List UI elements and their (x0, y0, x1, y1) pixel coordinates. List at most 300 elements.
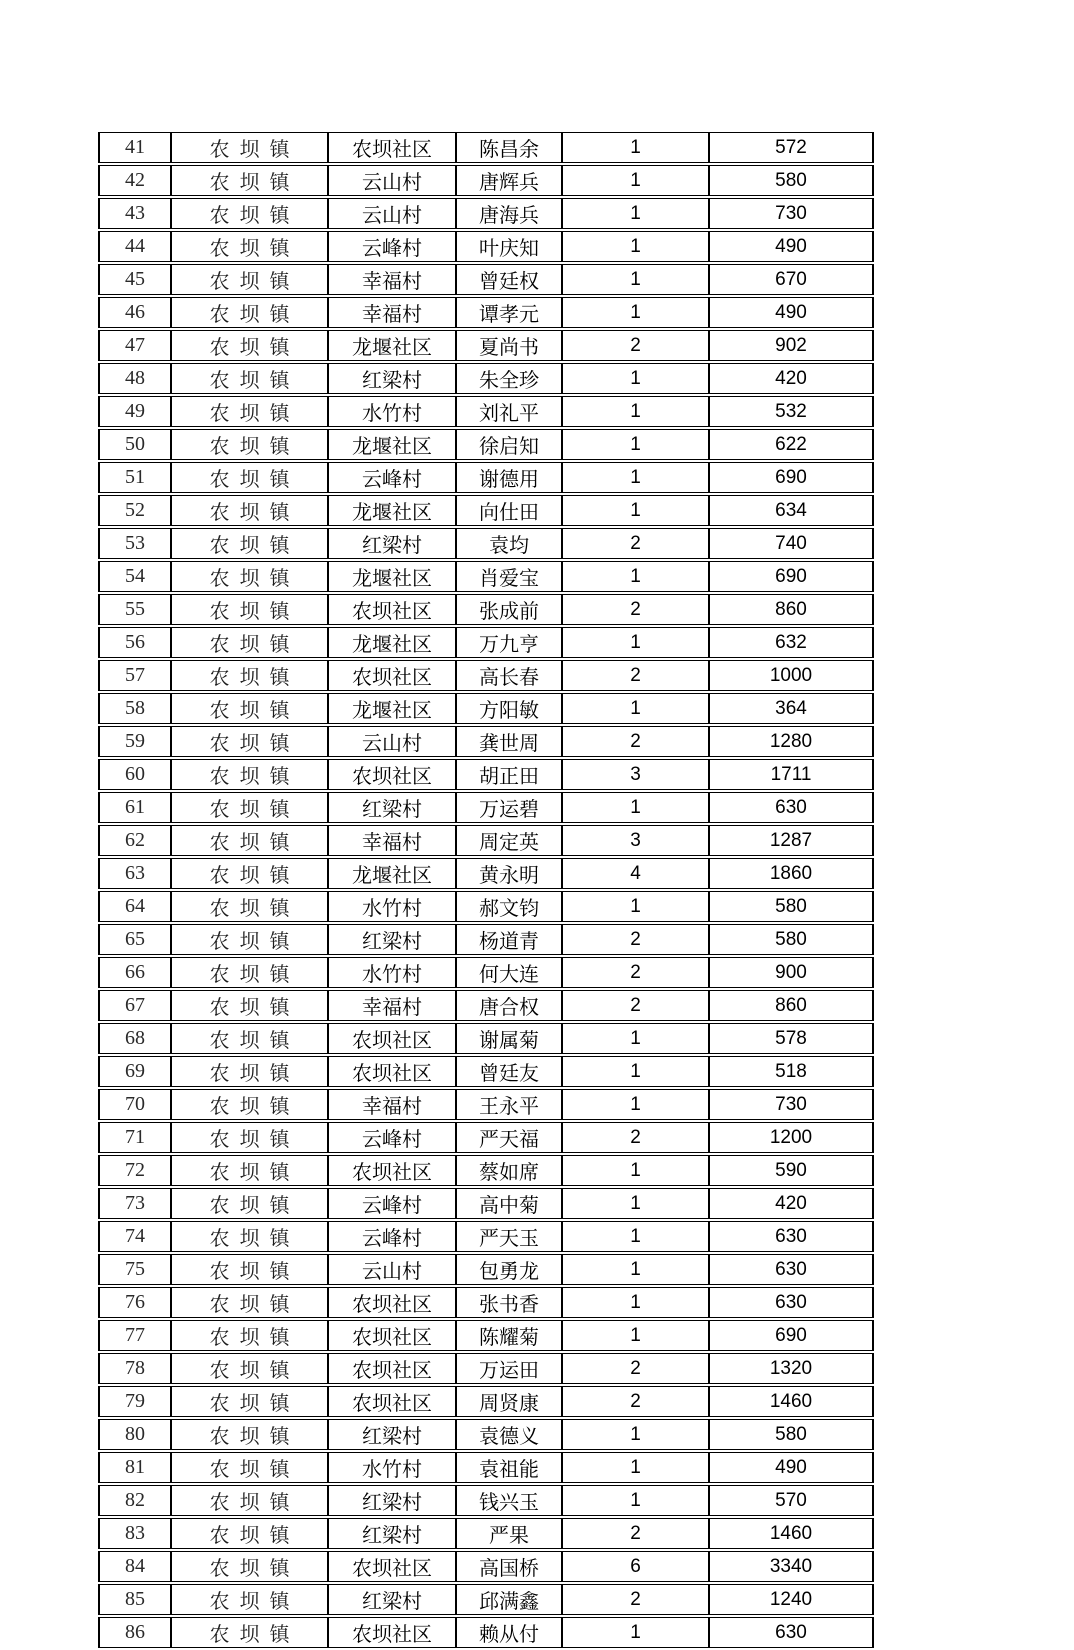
count-cell: 1 (563, 1617, 710, 1648)
count-cell: 2 (563, 1353, 710, 1384)
row-number-cell: 66 (98, 957, 172, 988)
person-name-cell: 朱全珍 (457, 363, 563, 394)
row-number-cell: 73 (98, 1188, 172, 1219)
person-name-cell: 徐启知 (457, 429, 563, 460)
row-number-cell: 64 (98, 891, 172, 922)
village-cell: 农坝社区 (329, 1353, 457, 1384)
town-cell: 农坝镇 (172, 132, 329, 163)
village-cell: 红梁村 (329, 363, 457, 394)
row-number-cell: 59 (98, 726, 172, 757)
village-cell: 红梁村 (329, 924, 457, 955)
amount-cell: 580 (710, 924, 874, 955)
village-cell: 幸福村 (329, 1089, 457, 1120)
count-cell: 1 (563, 429, 710, 460)
town-cell: 农坝镇 (172, 1551, 329, 1582)
count-cell: 2 (563, 1386, 710, 1417)
town-cell: 农坝镇 (172, 660, 329, 691)
row-number-cell: 77 (98, 1320, 172, 1351)
table-row (98, 396, 874, 427)
village-cell: 龙堰社区 (329, 330, 457, 361)
table-row (98, 990, 874, 1021)
table-row (98, 1023, 874, 1054)
village-cell: 云峰村 (329, 1188, 457, 1219)
person-name-cell: 高长春 (457, 660, 563, 691)
table-row (98, 264, 874, 295)
count-cell: 1 (563, 1221, 710, 1252)
village-cell: 龙堰社区 (329, 561, 457, 592)
table-row (98, 297, 874, 328)
row-number-cell: 67 (98, 990, 172, 1021)
records-table-body (98, 132, 874, 1648)
village-cell: 龙堰社区 (329, 627, 457, 658)
town-cell: 农坝镇 (172, 1122, 329, 1153)
town-cell: 农坝镇 (172, 1023, 329, 1054)
person-name-cell: 叶庆知 (457, 231, 563, 262)
row-number-cell: 76 (98, 1287, 172, 1318)
table-row (98, 759, 874, 790)
village-cell: 农坝社区 (329, 594, 457, 625)
table-row (98, 924, 874, 955)
row-number-cell: 75 (98, 1254, 172, 1285)
count-cell: 1 (563, 165, 710, 196)
town-cell: 农坝镇 (172, 1584, 329, 1615)
amount-cell: 860 (710, 594, 874, 625)
table-row (98, 660, 874, 691)
village-cell: 水竹村 (329, 957, 457, 988)
person-name-cell: 万运碧 (457, 792, 563, 823)
person-name-cell: 杨道青 (457, 924, 563, 955)
person-name-cell: 曾廷权 (457, 264, 563, 295)
town-cell: 农坝镇 (172, 231, 329, 262)
town-cell: 农坝镇 (172, 726, 329, 757)
count-cell: 1 (563, 1188, 710, 1219)
amount-cell: 1200 (710, 1122, 874, 1153)
count-cell: 2 (563, 528, 710, 559)
table-row (98, 1287, 874, 1318)
amount-cell: 420 (710, 1188, 874, 1219)
town-cell: 农坝镇 (172, 1221, 329, 1252)
village-cell: 龙堰社区 (329, 429, 457, 460)
count-cell: 1 (563, 1089, 710, 1120)
count-cell: 1 (563, 1287, 710, 1318)
count-cell: 2 (563, 957, 710, 988)
amount-cell: 630 (710, 1221, 874, 1252)
table-row (98, 231, 874, 262)
town-cell: 农坝镇 (172, 891, 329, 922)
village-cell: 幸福村 (329, 990, 457, 1021)
amount-cell: 490 (710, 1452, 874, 1483)
person-name-cell: 曾廷友 (457, 1056, 563, 1087)
village-cell: 农坝社区 (329, 1320, 457, 1351)
person-name-cell: 袁均 (457, 528, 563, 559)
town-cell: 农坝镇 (172, 363, 329, 394)
village-cell: 农坝社区 (329, 1386, 457, 1417)
person-name-cell: 谢属菊 (457, 1023, 563, 1054)
town-cell: 农坝镇 (172, 495, 329, 526)
person-name-cell: 赖从付 (457, 1617, 563, 1648)
village-cell: 水竹村 (329, 396, 457, 427)
town-cell: 农坝镇 (172, 330, 329, 361)
village-cell: 云峰村 (329, 231, 457, 262)
row-number-cell: 86 (98, 1617, 172, 1648)
town-cell: 农坝镇 (172, 627, 329, 658)
amount-cell: 1280 (710, 726, 874, 757)
amount-cell: 490 (710, 297, 874, 328)
table-row (98, 825, 874, 856)
town-cell: 农坝镇 (172, 1485, 329, 1516)
table-row (98, 561, 874, 592)
row-number-cell: 65 (98, 924, 172, 955)
count-cell: 1 (563, 297, 710, 328)
count-cell: 1 (563, 132, 710, 163)
village-cell: 农坝社区 (329, 1617, 457, 1648)
count-cell: 2 (563, 726, 710, 757)
town-cell: 农坝镇 (172, 957, 329, 988)
village-cell: 红梁村 (329, 1419, 457, 1450)
amount-cell: 580 (710, 891, 874, 922)
amount-cell: 634 (710, 495, 874, 526)
town-cell: 农坝镇 (172, 462, 329, 493)
town-cell: 农坝镇 (172, 1155, 329, 1186)
village-cell: 红梁村 (329, 1485, 457, 1516)
town-cell: 农坝镇 (172, 594, 329, 625)
amount-cell: 632 (710, 627, 874, 658)
town-cell: 农坝镇 (172, 792, 329, 823)
count-cell: 1 (563, 1320, 710, 1351)
amount-cell: 532 (710, 396, 874, 427)
table-row (98, 858, 874, 889)
village-cell: 幸福村 (329, 297, 457, 328)
village-cell: 水竹村 (329, 891, 457, 922)
town-cell: 农坝镇 (172, 924, 329, 955)
person-name-cell: 严天福 (457, 1122, 563, 1153)
count-cell: 2 (563, 660, 710, 691)
amount-cell: 1240 (710, 1584, 874, 1615)
person-name-cell: 周定英 (457, 825, 563, 856)
village-cell: 农坝社区 (329, 1551, 457, 1582)
village-cell: 云山村 (329, 165, 457, 196)
village-cell: 农坝社区 (329, 759, 457, 790)
person-name-cell: 严果 (457, 1518, 563, 1549)
table-row (98, 1320, 874, 1351)
row-number-cell: 60 (98, 759, 172, 790)
count-cell: 1 (563, 1155, 710, 1186)
table-row (98, 1122, 874, 1153)
amount-cell: 860 (710, 990, 874, 1021)
person-name-cell: 蔡如席 (457, 1155, 563, 1186)
person-name-cell: 肖爱宝 (457, 561, 563, 592)
town-cell: 农坝镇 (172, 1419, 329, 1450)
village-cell: 红梁村 (329, 528, 457, 559)
amount-cell: 690 (710, 561, 874, 592)
row-number-cell: 83 (98, 1518, 172, 1549)
count-cell: 1 (563, 1419, 710, 1450)
person-name-cell: 刘礼平 (457, 396, 563, 427)
town-cell: 农坝镇 (172, 561, 329, 592)
count-cell: 1 (563, 231, 710, 262)
table-row (98, 429, 874, 460)
count-cell: 1 (563, 198, 710, 229)
village-cell: 红梁村 (329, 792, 457, 823)
count-cell: 1 (563, 1056, 710, 1087)
town-cell: 农坝镇 (172, 858, 329, 889)
town-cell: 农坝镇 (172, 1188, 329, 1219)
amount-cell: 1860 (710, 858, 874, 889)
amount-cell: 490 (710, 231, 874, 262)
person-name-cell: 胡正田 (457, 759, 563, 790)
village-cell: 幸福村 (329, 825, 457, 856)
person-name-cell: 钱兴玉 (457, 1485, 563, 1516)
row-number-cell: 51 (98, 462, 172, 493)
village-cell: 云峰村 (329, 1122, 457, 1153)
town-cell: 农坝镇 (172, 693, 329, 724)
row-number-cell: 49 (98, 396, 172, 427)
table-row (98, 726, 874, 757)
amount-cell: 1460 (710, 1386, 874, 1417)
town-cell: 农坝镇 (172, 1452, 329, 1483)
town-cell: 农坝镇 (172, 1254, 329, 1285)
row-number-cell: 42 (98, 165, 172, 196)
count-cell: 1 (563, 693, 710, 724)
table-row (98, 1386, 874, 1417)
village-cell: 水竹村 (329, 1452, 457, 1483)
count-cell: 6 (563, 1551, 710, 1582)
amount-cell: 902 (710, 330, 874, 361)
row-number-cell: 62 (98, 825, 172, 856)
village-cell: 红梁村 (329, 1518, 457, 1549)
amount-cell: 740 (710, 528, 874, 559)
table-row (98, 1551, 874, 1582)
amount-cell: 1320 (710, 1353, 874, 1384)
table-row (98, 198, 874, 229)
count-cell: 1 (563, 561, 710, 592)
table-row (98, 627, 874, 658)
row-number-cell: 53 (98, 528, 172, 559)
table-row (98, 132, 874, 163)
town-cell: 农坝镇 (172, 990, 329, 1021)
town-cell: 农坝镇 (172, 264, 329, 295)
town-cell: 农坝镇 (172, 297, 329, 328)
person-name-cell: 周贤康 (457, 1386, 563, 1417)
amount-cell: 1287 (710, 825, 874, 856)
row-number-cell: 57 (98, 660, 172, 691)
amount-cell: 572 (710, 132, 874, 163)
amount-cell: 1000 (710, 660, 874, 691)
count-cell: 1 (563, 627, 710, 658)
row-number-cell: 61 (98, 792, 172, 823)
count-cell: 2 (563, 1518, 710, 1549)
row-number-cell: 56 (98, 627, 172, 658)
row-number-cell: 85 (98, 1584, 172, 1615)
town-cell: 农坝镇 (172, 1386, 329, 1417)
count-cell: 2 (563, 1122, 710, 1153)
count-cell: 2 (563, 330, 710, 361)
person-name-cell: 包勇龙 (457, 1254, 563, 1285)
table-row (98, 1221, 874, 1252)
count-cell: 1 (563, 1254, 710, 1285)
town-cell: 农坝镇 (172, 1287, 329, 1318)
row-number-cell: 72 (98, 1155, 172, 1186)
amount-cell: 630 (710, 1617, 874, 1648)
table-row (98, 1452, 874, 1483)
person-name-cell: 陈耀菊 (457, 1320, 563, 1351)
count-cell: 1 (563, 1023, 710, 1054)
person-name-cell: 陈昌余 (457, 132, 563, 163)
count-cell: 1 (563, 1485, 710, 1516)
amount-cell: 690 (710, 1320, 874, 1351)
amount-cell: 364 (710, 693, 874, 724)
amount-cell: 420 (710, 363, 874, 394)
amount-cell: 690 (710, 462, 874, 493)
town-cell: 农坝镇 (172, 396, 329, 427)
person-name-cell: 万九亨 (457, 627, 563, 658)
town-cell: 农坝镇 (172, 1353, 329, 1384)
row-number-cell: 54 (98, 561, 172, 592)
count-cell: 1 (563, 264, 710, 295)
town-cell: 农坝镇 (172, 1320, 329, 1351)
count-cell: 2 (563, 1584, 710, 1615)
count-cell: 1 (563, 891, 710, 922)
row-number-cell: 48 (98, 363, 172, 394)
table-row (98, 1584, 874, 1615)
person-name-cell: 袁德义 (457, 1419, 563, 1450)
village-cell: 农坝社区 (329, 660, 457, 691)
village-cell: 龙堰社区 (329, 693, 457, 724)
count-cell: 1 (563, 1452, 710, 1483)
table-row (98, 528, 874, 559)
amount-cell: 1460 (710, 1518, 874, 1549)
amount-cell: 570 (710, 1485, 874, 1516)
person-name-cell: 万运田 (457, 1353, 563, 1384)
row-number-cell: 46 (98, 297, 172, 328)
person-name-cell: 邱满鑫 (457, 1584, 563, 1615)
row-number-cell: 78 (98, 1353, 172, 1384)
count-cell: 1 (563, 462, 710, 493)
row-number-cell: 63 (98, 858, 172, 889)
person-name-cell: 唐海兵 (457, 198, 563, 229)
person-name-cell: 唐合权 (457, 990, 563, 1021)
village-cell: 农坝社区 (329, 1155, 457, 1186)
amount-cell: 630 (710, 1287, 874, 1318)
row-number-cell: 79 (98, 1386, 172, 1417)
person-name-cell: 龚世周 (457, 726, 563, 757)
person-name-cell: 夏尚书 (457, 330, 563, 361)
count-cell: 1 (563, 792, 710, 823)
town-cell: 农坝镇 (172, 825, 329, 856)
row-number-cell: 43 (98, 198, 172, 229)
count-cell: 2 (563, 990, 710, 1021)
amount-cell: 1711 (710, 759, 874, 790)
row-number-cell: 69 (98, 1056, 172, 1087)
table-row (98, 1617, 874, 1648)
table-row (98, 363, 874, 394)
person-name-cell: 向仕田 (457, 495, 563, 526)
person-name-cell: 方阳敏 (457, 693, 563, 724)
village-cell: 云峰村 (329, 1221, 457, 1252)
table-row (98, 1056, 874, 1087)
row-number-cell: 58 (98, 693, 172, 724)
count-cell: 1 (563, 396, 710, 427)
table-row (98, 693, 874, 724)
count-cell: 3 (563, 759, 710, 790)
person-name-cell: 谢德用 (457, 462, 563, 493)
table-row (98, 792, 874, 823)
amount-cell: 580 (710, 165, 874, 196)
count-cell: 3 (563, 825, 710, 856)
row-number-cell: 82 (98, 1485, 172, 1516)
table-row (98, 1518, 874, 1549)
count-cell: 4 (563, 858, 710, 889)
village-cell: 幸福村 (329, 264, 457, 295)
row-number-cell: 70 (98, 1089, 172, 1120)
amount-cell: 900 (710, 957, 874, 988)
table-row (98, 495, 874, 526)
person-name-cell: 王永平 (457, 1089, 563, 1120)
count-cell: 2 (563, 924, 710, 955)
amount-cell: 670 (710, 264, 874, 295)
person-name-cell: 高国桥 (457, 1551, 563, 1582)
row-number-cell: 80 (98, 1419, 172, 1450)
amount-cell: 3340 (710, 1551, 874, 1582)
row-number-cell: 74 (98, 1221, 172, 1252)
table-row (98, 1254, 874, 1285)
person-name-cell: 谭孝元 (457, 297, 563, 328)
village-cell: 龙堰社区 (329, 858, 457, 889)
table-row (98, 1155, 874, 1186)
village-cell: 农坝社区 (329, 132, 457, 163)
table-row (98, 462, 874, 493)
count-cell: 2 (563, 594, 710, 625)
amount-cell: 622 (710, 429, 874, 460)
town-cell: 农坝镇 (172, 1056, 329, 1087)
town-cell: 农坝镇 (172, 1617, 329, 1648)
amount-cell: 580 (710, 1419, 874, 1450)
table-row (98, 165, 874, 196)
person-name-cell: 严天玉 (457, 1221, 563, 1252)
person-name-cell: 郝文钧 (457, 891, 563, 922)
person-name-cell: 袁祖能 (457, 1452, 563, 1483)
village-cell: 红梁村 (329, 1584, 457, 1615)
town-cell: 农坝镇 (172, 759, 329, 790)
village-cell: 龙堰社区 (329, 495, 457, 526)
amount-cell: 730 (710, 1089, 874, 1120)
town-cell: 农坝镇 (172, 1518, 329, 1549)
table-row (98, 957, 874, 988)
row-number-cell: 47 (98, 330, 172, 361)
town-cell: 农坝镇 (172, 528, 329, 559)
person-name-cell: 唐辉兵 (457, 165, 563, 196)
village-cell: 云峰村 (329, 462, 457, 493)
row-number-cell: 84 (98, 1551, 172, 1582)
table-row (98, 1089, 874, 1120)
row-number-cell: 55 (98, 594, 172, 625)
village-cell: 农坝社区 (329, 1287, 457, 1318)
amount-cell: 630 (710, 792, 874, 823)
person-name-cell: 张成前 (457, 594, 563, 625)
row-number-cell: 81 (98, 1452, 172, 1483)
row-number-cell: 45 (98, 264, 172, 295)
table-row (98, 594, 874, 625)
table-row (98, 1188, 874, 1219)
row-number-cell: 71 (98, 1122, 172, 1153)
person-name-cell: 黄永明 (457, 858, 563, 889)
amount-cell: 590 (710, 1155, 874, 1186)
row-number-cell: 44 (98, 231, 172, 262)
village-cell: 云山村 (329, 726, 457, 757)
records-table (98, 130, 874, 1650)
village-cell: 云山村 (329, 1254, 457, 1285)
village-cell: 农坝社区 (329, 1056, 457, 1087)
